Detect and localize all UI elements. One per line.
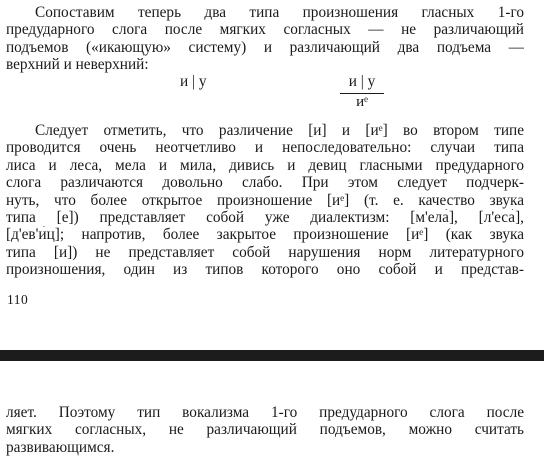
text-line: предударного слога после мягких согласных — не различающий	[6, 21, 524, 39]
text-line: развивающимся.	[6, 438, 115, 456]
vowel-scheme	[0, 72, 544, 110]
text-line: мягких согласных, не различающий подъемов, можно считать	[6, 421, 524, 439]
text-line: произношения, один из типов которого оно собой и представ-	[6, 261, 524, 279]
text-line: ляет. Поэтому тип вокализма 1-го предударного слога после	[6, 404, 524, 421]
paragraph-1	[6, 4, 524, 74]
text-line: типа [е]) представляет собой уже диалектизм: [м'ела́], [л'еса́],	[6, 208, 524, 226]
text-line: лиса и леса, мела и мила, дивись и девиц гласными предударного	[6, 156, 524, 174]
text-line: Следует отметить, что различение [и] и [иᵉ] во втором типе	[35, 122, 524, 139]
text-line: слога различаются довольно слабо. При этом следует подчерк-	[6, 174, 524, 192]
text-line: Сопоставим теперь два типа произношения гласных 1-го	[35, 4, 524, 21]
text-line: нуть, что более открытое произношение [иᵉ] (т. е. качество звука	[6, 191, 524, 209]
text-line: верхний и неверхний:	[6, 56, 149, 74]
page-separator	[0, 350, 544, 361]
paragraph-3	[6, 404, 524, 456]
text-line: типа [и]) не представляет собой нарушения норм литературного	[6, 243, 524, 261]
scheme-undifferentiated: и | у	[180, 73, 207, 90]
text-line: подъемов («икающую» систему) и различающий два подъема —	[6, 38, 524, 56]
paragraph-2	[6, 122, 524, 279]
text-line: [д'ев'и́ц]; напротив, более закрытое произношение [иᵉ] (как звука	[6, 226, 524, 244]
text-line: проводится очень неотчетливо и непоследовательно: случаи типа	[6, 139, 524, 157]
scheme-top: и | у	[340, 73, 384, 94]
page-number: 110	[7, 292, 29, 307]
scheme-bottom: иᵉ	[356, 94, 368, 110]
scheme-differentiated	[340, 73, 384, 111]
